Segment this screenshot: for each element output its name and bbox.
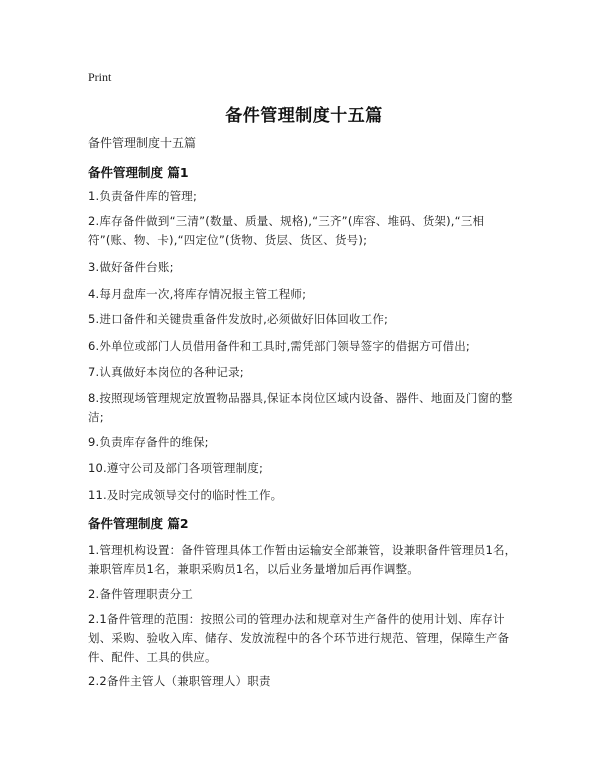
paragraph: 5.进口备件和关键贵重备件发放时,必须做好旧体回收工作; — [88, 312, 389, 326]
paragraph: 2.备件管理职责分工 — [88, 587, 193, 601]
page-title: 备件管理制度十五篇 — [225, 106, 383, 126]
paragraph: 11.及时完成领导交付的临时性工作。 — [88, 488, 283, 502]
paragraph: 2.2备件主管人（兼职管理人）职责 — [88, 674, 271, 688]
paragraph: 1.管理机构设置：备件管理具体工作暂由运输安全部兼管，设兼职备件管理员1名，兼职管库员1名，兼职采购员1名，以后业务量增加后再作调整。 — [88, 543, 517, 576]
document-subtitle: 备件管理制度十五篇 — [88, 136, 197, 150]
section-heading-2: 备件管理制度 篇2 — [88, 516, 189, 531]
paragraph: 2.库存备件做到“三清”(数量、质量、规格),“三齐”(库容、堆码、货架),“三相符”(账、物、卡),“四定位”(货物、货层、货区、货号); — [88, 214, 485, 247]
paragraph: 6.外单位或部门人员借用备件和工具时,需凭部门领导签字的借据方可借出; — [88, 339, 470, 353]
paragraph: 2.1备件管理的范围：按照公司的管理办法和规章对生产备件的使用计划、库存计划、采购、验收入库、储存、发放流程中的各个环节进行规范、管理，保障生产备件、配件、工具的供应。 — [88, 612, 510, 664]
paragraph: 9.负责库存备件的维保; — [88, 435, 209, 449]
print-label[interactable]: Print — [88, 70, 112, 84]
paragraph: 4.每月盘库一次,将库存情况报主管工程师; — [88, 287, 307, 301]
paragraph: 3.做好备件台账; — [88, 260, 174, 274]
paragraph: 8.按照现场管理规定放置物品器具,保证本岗位区域内设备、器件、地面及门窗的整洁; — [88, 391, 513, 424]
paragraph: 1.负责备件库的管理; — [88, 189, 198, 203]
paragraph: 7.认真做好本岗位的各种记录; — [88, 365, 244, 379]
paragraph: 10.遵守公司及部门各项管理制度; — [88, 461, 264, 475]
section-heading-1: 备件管理制度 篇1 — [88, 165, 189, 180]
document-page — [88, 0, 520, 776]
